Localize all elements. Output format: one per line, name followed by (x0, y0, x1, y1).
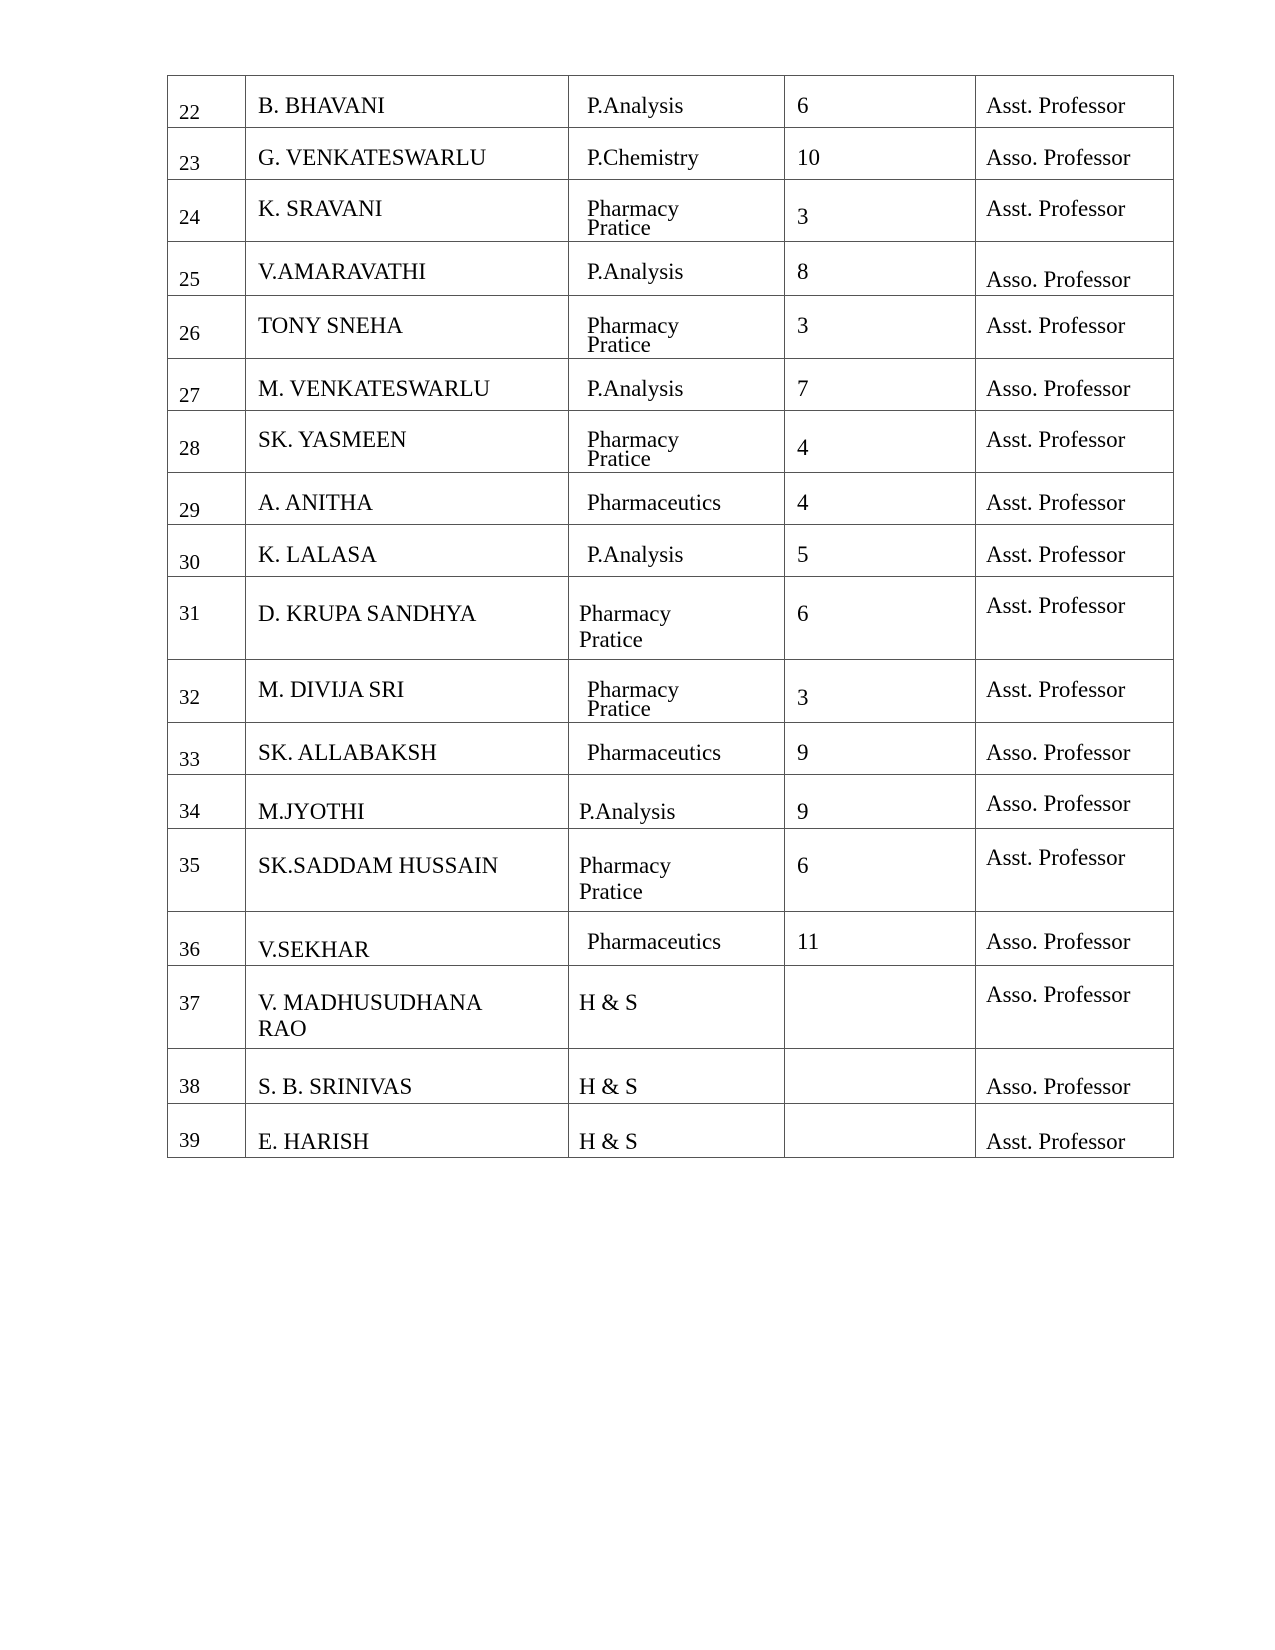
experience-years (785, 966, 976, 1049)
experience-years: 3 (785, 296, 976, 359)
serial-number: 31 (168, 577, 246, 660)
experience-years: 10 (785, 128, 976, 180)
experience-years: 5 (785, 525, 976, 577)
designation: Asst. Professor (976, 1104, 1174, 1158)
serial-number: 25 (168, 242, 246, 296)
department: Pharmacy Pratice (569, 180, 785, 242)
experience-years: 3 (785, 660, 976, 723)
faculty-name: S. B. SRINIVAS (246, 1049, 569, 1104)
department: P.Analysis (569, 775, 785, 829)
experience-years: 4 (785, 473, 976, 525)
serial-number: 39 (168, 1104, 246, 1158)
serial-number: 29 (168, 473, 246, 525)
designation: Asst. Professor (976, 473, 1174, 525)
faculty-name: TONY SNEHA (246, 296, 569, 359)
serial-number: 35 (168, 829, 246, 912)
table-row (168, 76, 1174, 128)
department: P.Analysis (569, 525, 785, 577)
department: P.Analysis (569, 76, 785, 128)
experience-years (785, 1049, 976, 1104)
serial-number: 33 (168, 723, 246, 775)
serial-number: 32 (168, 660, 246, 723)
table-row (168, 577, 1174, 660)
designation: Asso. Professor (976, 966, 1174, 1049)
table-row (168, 1049, 1174, 1104)
faculty-name: V.SEKHAR (246, 912, 569, 966)
designation: Asst. Professor (976, 525, 1174, 577)
department: Pharmaceutics (569, 912, 785, 966)
serial-number: 24 (168, 180, 246, 242)
faculty-name: SK. ALLABAKSH (246, 723, 569, 775)
department: H & S (569, 1049, 785, 1104)
table-row (168, 242, 1174, 296)
designation: Asso. Professor (976, 775, 1174, 829)
designation: Asso. Professor (976, 128, 1174, 180)
table-row (168, 775, 1174, 829)
experience-years: 6 (785, 829, 976, 912)
designation: Asst. Professor (976, 180, 1174, 242)
faculty-name: M.JYOTHI (246, 775, 569, 829)
table-row (168, 912, 1174, 966)
experience-years: 4 (785, 411, 976, 473)
faculty-name: V. MADHUSUDHANA RAO (246, 966, 569, 1049)
table-row (168, 829, 1174, 912)
designation: Asso. Professor (976, 912, 1174, 966)
faculty-name: V.AMARAVATHI (246, 242, 569, 296)
serial-number: 28 (168, 411, 246, 473)
faculty-name: SK. YASMEEN (246, 411, 569, 473)
table-row (168, 1104, 1174, 1158)
department: P.Analysis (569, 359, 785, 411)
table-row (168, 411, 1174, 473)
department: Pharmacy Pratice (569, 577, 785, 660)
faculty-name: K. LALASA (246, 525, 569, 577)
experience-years: 8 (785, 242, 976, 296)
designation: Asso. Professor (976, 1049, 1174, 1104)
faculty-table (167, 75, 1174, 1158)
faculty-name: E. HARISH (246, 1104, 569, 1158)
department: Pharmacy Pratice (569, 829, 785, 912)
table-row (168, 723, 1174, 775)
designation: Asst. Professor (976, 411, 1174, 473)
designation: Asso. Professor (976, 359, 1174, 411)
faculty-name: SK.SADDAM HUSSAIN (246, 829, 569, 912)
table-row (168, 128, 1174, 180)
experience-years: 3 (785, 180, 976, 242)
faculty-name: D. KRUPA SANDHYA (246, 577, 569, 660)
department: Pharmaceutics (569, 723, 785, 775)
designation: Asst. Professor (976, 577, 1174, 660)
serial-number: 37 (168, 966, 246, 1049)
experience-years: 6 (785, 76, 976, 128)
faculty-name: B. BHAVANI (246, 76, 569, 128)
designation: Asso. Professor (976, 723, 1174, 775)
department: Pharmacy Pratice (569, 411, 785, 473)
table-row (168, 359, 1174, 411)
experience-years: 9 (785, 775, 976, 829)
table-row (168, 180, 1174, 242)
designation: Asst. Professor (976, 76, 1174, 128)
table-row (168, 966, 1174, 1049)
serial-number: 26 (168, 296, 246, 359)
faculty-name: M. VENKATESWARLU (246, 359, 569, 411)
faculty-name: K. SRAVANI (246, 180, 569, 242)
table-row (168, 473, 1174, 525)
table-row (168, 660, 1174, 723)
department: H & S (569, 966, 785, 1049)
department: P.Chemistry (569, 128, 785, 180)
designation: Asso. Professor (976, 242, 1174, 296)
department: Pharmaceutics (569, 473, 785, 525)
serial-number: 27 (168, 359, 246, 411)
faculty-table-body (168, 76, 1174, 1158)
experience-years: 6 (785, 577, 976, 660)
table-row (168, 525, 1174, 577)
serial-number: 34 (168, 775, 246, 829)
designation: Asst. Professor (976, 829, 1174, 912)
faculty-name: A. ANITHA (246, 473, 569, 525)
faculty-name: M. DIVIJA SRI (246, 660, 569, 723)
serial-number: 36 (168, 912, 246, 966)
experience-years (785, 1104, 976, 1158)
department: Pharmacy Pratice (569, 660, 785, 723)
experience-years: 7 (785, 359, 976, 411)
serial-number: 23 (168, 128, 246, 180)
department: P.Analysis (569, 242, 785, 296)
experience-years: 9 (785, 723, 976, 775)
department: Pharmacy Pratice (569, 296, 785, 359)
serial-number: 38 (168, 1049, 246, 1104)
designation: Asst. Professor (976, 660, 1174, 723)
serial-number: 22 (168, 76, 246, 128)
designation: Asst. Professor (976, 296, 1174, 359)
experience-years: 11 (785, 912, 976, 966)
serial-number: 30 (168, 525, 246, 577)
faculty-name: G. VENKATESWARLU (246, 128, 569, 180)
department: H & S (569, 1104, 785, 1158)
table-row (168, 296, 1174, 359)
